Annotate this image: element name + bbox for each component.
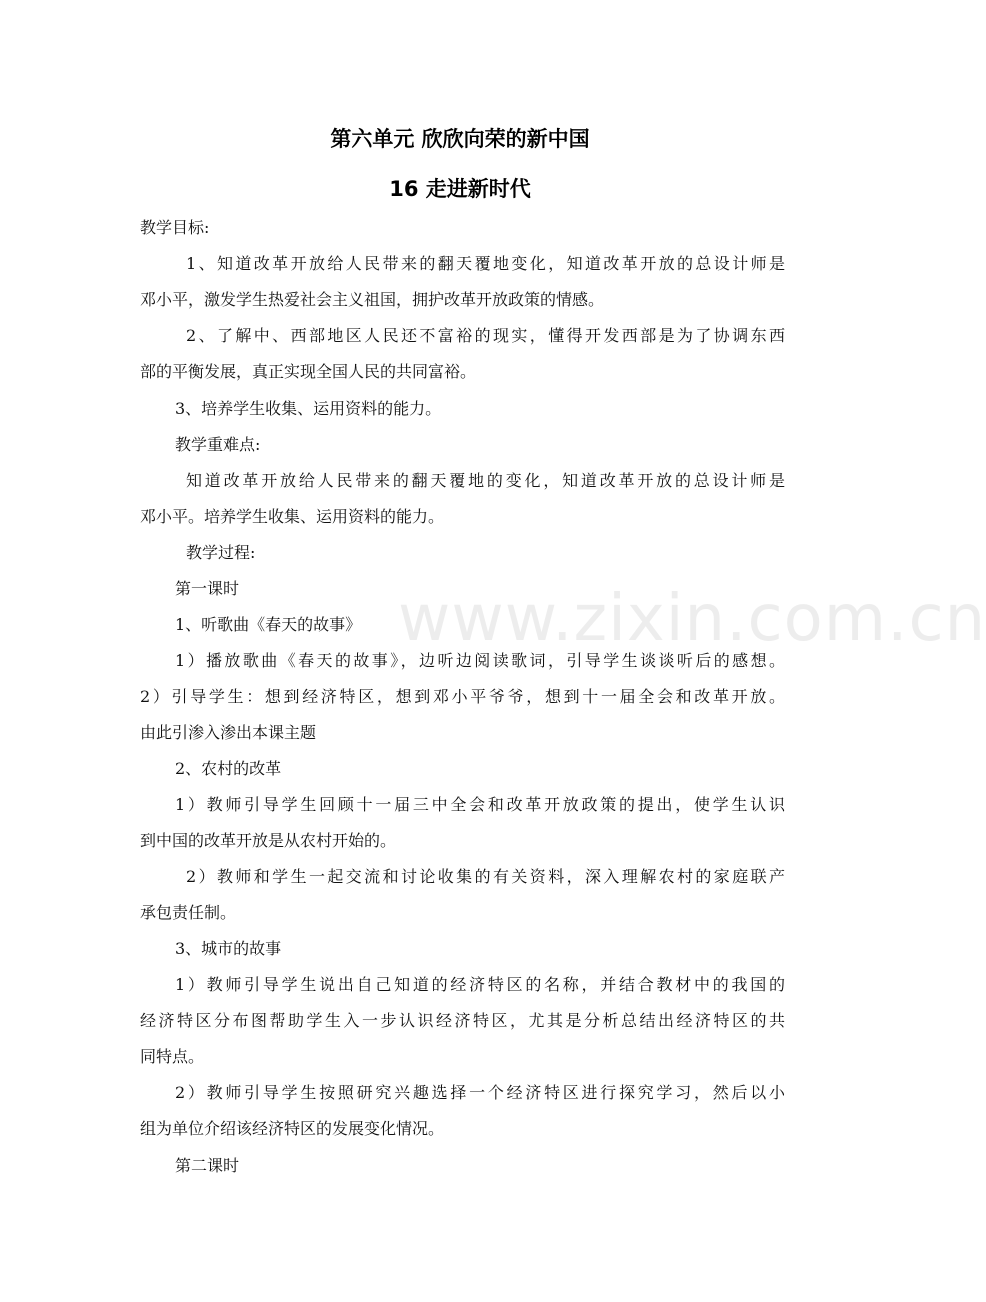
paragraph-line: 经济特区分布图帮助学生入一步认识经济特区，尤其是分析总结出经济特区的共 [140,1011,785,1030]
step-heading: 2、农村的改革 [175,759,282,778]
section-heading-process: 教学过程: [186,543,256,562]
paragraph-line: 承包责任制。 [140,903,237,922]
paragraph-line: 由此引渗入渗出本课主题 [140,723,317,742]
paragraph-line: 1）教师引导学生说出自己知道的经济特区的名称，并结合教材中的我国的 [175,975,785,994]
paragraph-line: 邓小平，激发学生热爱社会主义祖国，拥护改革开放政策的情感。 [140,290,605,309]
watermark: www.zixin.com.cn [398,582,986,656]
paragraph-line: 知道改革开放给人民带来的翻天覆地的变化，知道改革开放的总设计师是 [186,471,785,490]
paragraph-line: 部的平衡发展，真正实现全国人民的共同富裕。 [140,362,477,381]
paragraph-line: 邓小平。培养学生收集、运用资料的能力。 [140,507,445,526]
paragraph-line: 到中国的改革开放是从农村开始的。 [140,831,397,850]
section-heading-objectives: 教学目标: [140,218,210,237]
paragraph-line: 1、知道改革开放给人民带来的翻天覆地变化，知道改革开放的总设计师是 [186,254,785,273]
paragraph-line: 1）教师引导学生回顾十一届三中全会和改革开放政策的提出，使学生认识 [175,795,785,814]
paragraph-line: 2、了解中、西部地区人民还不富裕的现实，懂得开发西部是为了协调东西 [186,326,785,345]
unit-title: 第六单元 欣欣向荣的新中国 [330,127,590,151]
lesson-title: 16 走进新时代 [389,177,531,201]
paragraph-line: 3、培养学生收集、运用资料的能力。 [175,399,442,418]
paragraph-line: 1）播放歌曲《春天的故事》，边听边阅读歌词，引导学生谈谈听后的感想。 [175,651,785,670]
paragraph-line: 2）引导学生：想到经济特区，想到邓小平爷爷，想到十一届全会和改革开放。 [140,687,785,706]
paragraph-line: 2）教师引导学生按照研究兴趣选择一个经济特区进行探究学习，然后以小 [175,1083,785,1102]
paragraph-line: 2）教师和学生一起交流和讨论收集的有关资料，深入理解农村的家庭联产 [186,867,785,886]
lesson-period-heading: 第一课时 [175,579,240,598]
paragraph-line: 同特点。 [140,1047,205,1066]
section-heading-key-points: 教学重难点: [175,435,261,454]
step-heading: 3、城市的故事 [175,939,282,958]
lesson-period-heading: 第二课时 [175,1156,240,1175]
paragraph-line: 组为单位介绍该经济特区的发展变化情况。 [140,1119,445,1138]
step-heading: 1、听歌曲《春天的故事》 [175,615,362,634]
